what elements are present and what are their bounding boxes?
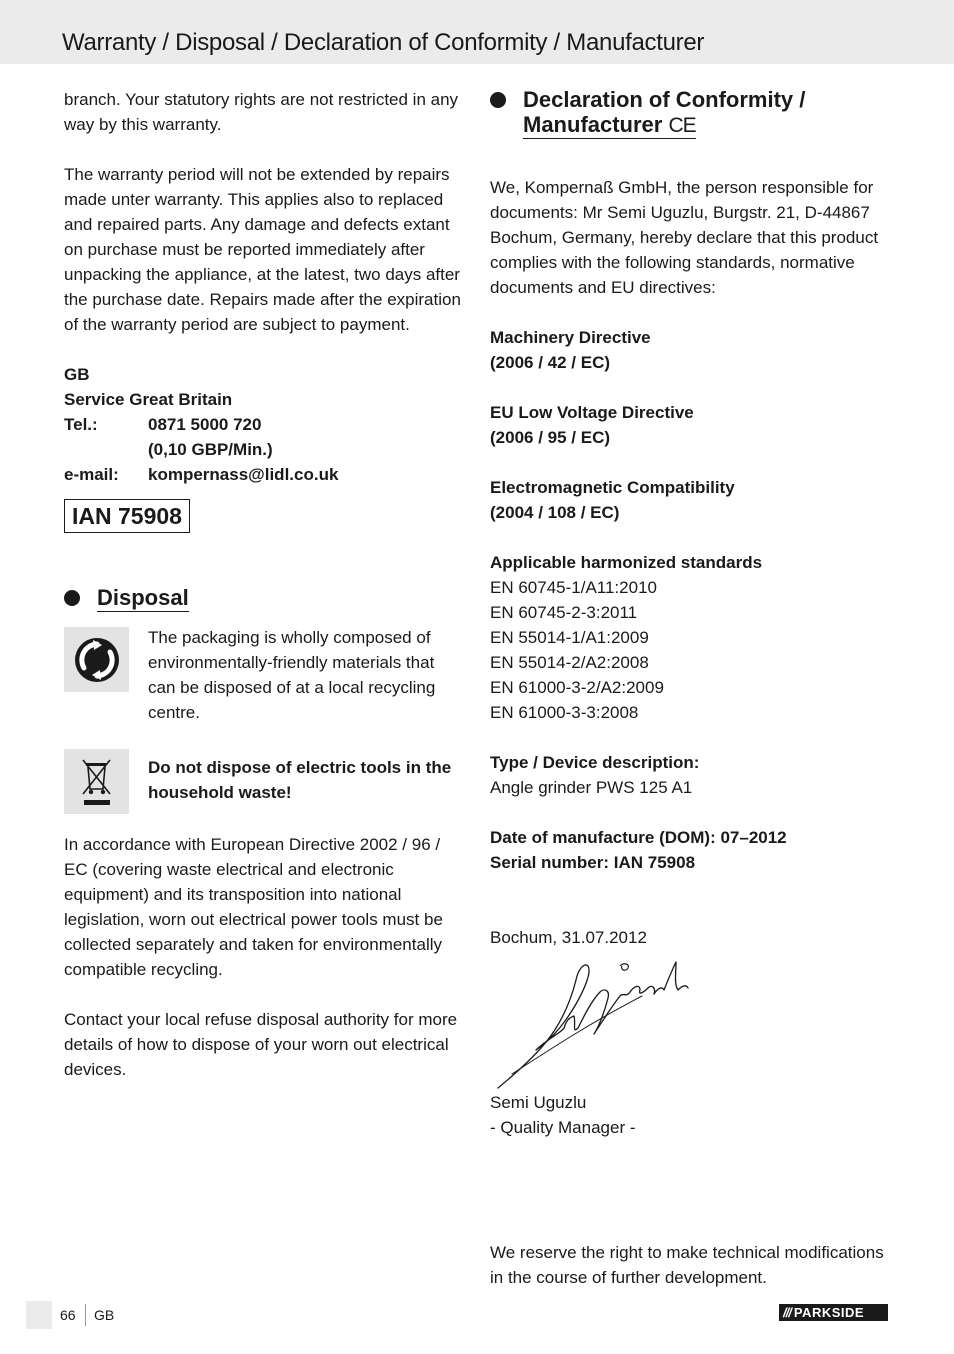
service-country: GB: [64, 365, 90, 384]
packaging-row: [64, 627, 464, 725]
logo-text: PARKSIDE: [793, 1305, 865, 1320]
bullet-icon: [64, 590, 80, 606]
technical-modifications-note: We reserve the right to make technical modifications in the course of further development.: [490, 1243, 884, 1287]
weee-warning-text: Do not dispose of electric tools in the household waste!: [148, 758, 452, 802]
ian-box: IAN 75908: [64, 499, 190, 533]
page-title: Warranty / Disposal / Declaration of Conformity / Manufacturer: [62, 29, 705, 56]
service-email-row: [64, 462, 464, 487]
right-column: [490, 87, 890, 1290]
weee-bin-icon: [64, 749, 129, 814]
directive-paragraph: In accordance with European Directive 2002 / 96 / EC (covering waste electrical and electronic equipment) and its transposition into national legislation, worn out electrical power tools must be collected separately and taken for environmentally compatible recycling.: [64, 835, 443, 979]
directive-machinery: [490, 325, 890, 375]
standards-heading: Applicable harmonized standards: [490, 553, 763, 572]
footer-divider: [85, 1304, 86, 1326]
warranty-paragraph-1: branch. Your statutory rights are not restricted in any way by this warranty.: [64, 90, 459, 134]
serial-number: Serial number: IAN 75908: [490, 853, 696, 872]
tel-value: 0871 5000 720: [148, 415, 262, 434]
standard-item: EN 60745-2-3:2011: [490, 603, 638, 622]
standards-block: [490, 550, 890, 725]
directive-number: (2006 / 95 / EC): [490, 428, 611, 447]
bullet-icon: [490, 92, 506, 108]
place-date: Bochum, 31.07.2012: [490, 928, 647, 947]
directive-name: Machinery Directive: [490, 328, 651, 347]
directive-name: Electromagnetic Compatibility: [490, 478, 735, 497]
logo-slashes: ///: [783, 1305, 791, 1320]
directive-emc: [490, 475, 890, 525]
conformity-heading: [490, 87, 890, 138]
service-tel-row: [64, 412, 464, 437]
date-of-manufacture: Date of manufacture (DOM): 07–2012: [490, 828, 787, 847]
service-rate-row: [64, 437, 464, 462]
conformity-heading-line2: Manufacturer CE: [523, 112, 696, 137]
recycling-icon: [64, 627, 129, 692]
conformity-intro: We, Kompernaß GmbH, the person responsible for documents: Mr Semi Uguzlu, Burgstr. 21, D-44867 Bochum, Germany, hereby declare that this product complies with the following standards, normative documents and EU directives:: [490, 178, 879, 297]
conformity-heading-line1: Declaration of Conformity /: [523, 87, 806, 112]
left-column: [64, 87, 464, 1082]
service-name: Service Great Britain: [64, 390, 233, 409]
ce-mark-icon: CE: [668, 114, 696, 137]
directive-name: EU Low Voltage Directive: [490, 403, 694, 422]
signature-image: [490, 950, 890, 1090]
signer-title: - Quality Manager -: [490, 1118, 636, 1137]
contact-authority-paragraph: Contact your local refuse disposal authority for more details of how to dispose of your worn out electrical devices.: [64, 1010, 458, 1079]
type-value: Angle grinder PWS 125 A1: [490, 778, 693, 797]
packaging-text: The packaging is wholly composed of environmentally-friendly materials that can be disposed of at a local recycling centre.: [148, 628, 436, 722]
type-label: Type / Device description:: [490, 753, 700, 772]
standard-item: EN 61000-3-2/A2:2009: [490, 678, 664, 697]
footer-language: GB: [94, 1307, 115, 1323]
disposal-heading: [64, 585, 464, 610]
service-contact-block: [64, 362, 464, 487]
disposal-heading-text: Disposal: [97, 585, 189, 610]
standard-item: EN 61000-3-3:2008: [490, 703, 639, 722]
directive-number: (2006 / 42 / EC): [490, 353, 611, 372]
type-block: [490, 750, 890, 800]
directive-number: (2004 / 108 / EC): [490, 503, 620, 522]
tel-label: Tel.:: [64, 415, 98, 434]
tel-rate: (0,10 GBP/Min.): [148, 440, 273, 459]
standard-item: EN 60745-1/A11:2010: [490, 578, 657, 597]
email-value: kompernass@lidl.co.uk: [148, 465, 339, 484]
standard-item: EN 55014-2/A2:2008: [490, 653, 649, 672]
parkside-logo: [779, 1304, 888, 1321]
manufacture-block: [490, 825, 890, 875]
weee-row: [64, 749, 464, 814]
warranty-paragraph-2: The warranty period will not be extended by repairs made unter warranty. This applies also to replaced and repaired parts. Any damage and defects extant on purchase must be reported immediately after unpacking the appliance, at the latest, two days after the purchase date. Repairs made after the expiration of the warranty period are subject to payment.: [64, 165, 461, 334]
directive-low-voltage: [490, 400, 890, 450]
email-label: e-mail:: [64, 465, 119, 484]
footer-marker: [26, 1301, 52, 1329]
standard-item: EN 55014-1/A1:2009: [490, 628, 649, 647]
signer-name: Semi Uguzlu: [490, 1093, 587, 1112]
page-number: 66: [60, 1307, 76, 1323]
